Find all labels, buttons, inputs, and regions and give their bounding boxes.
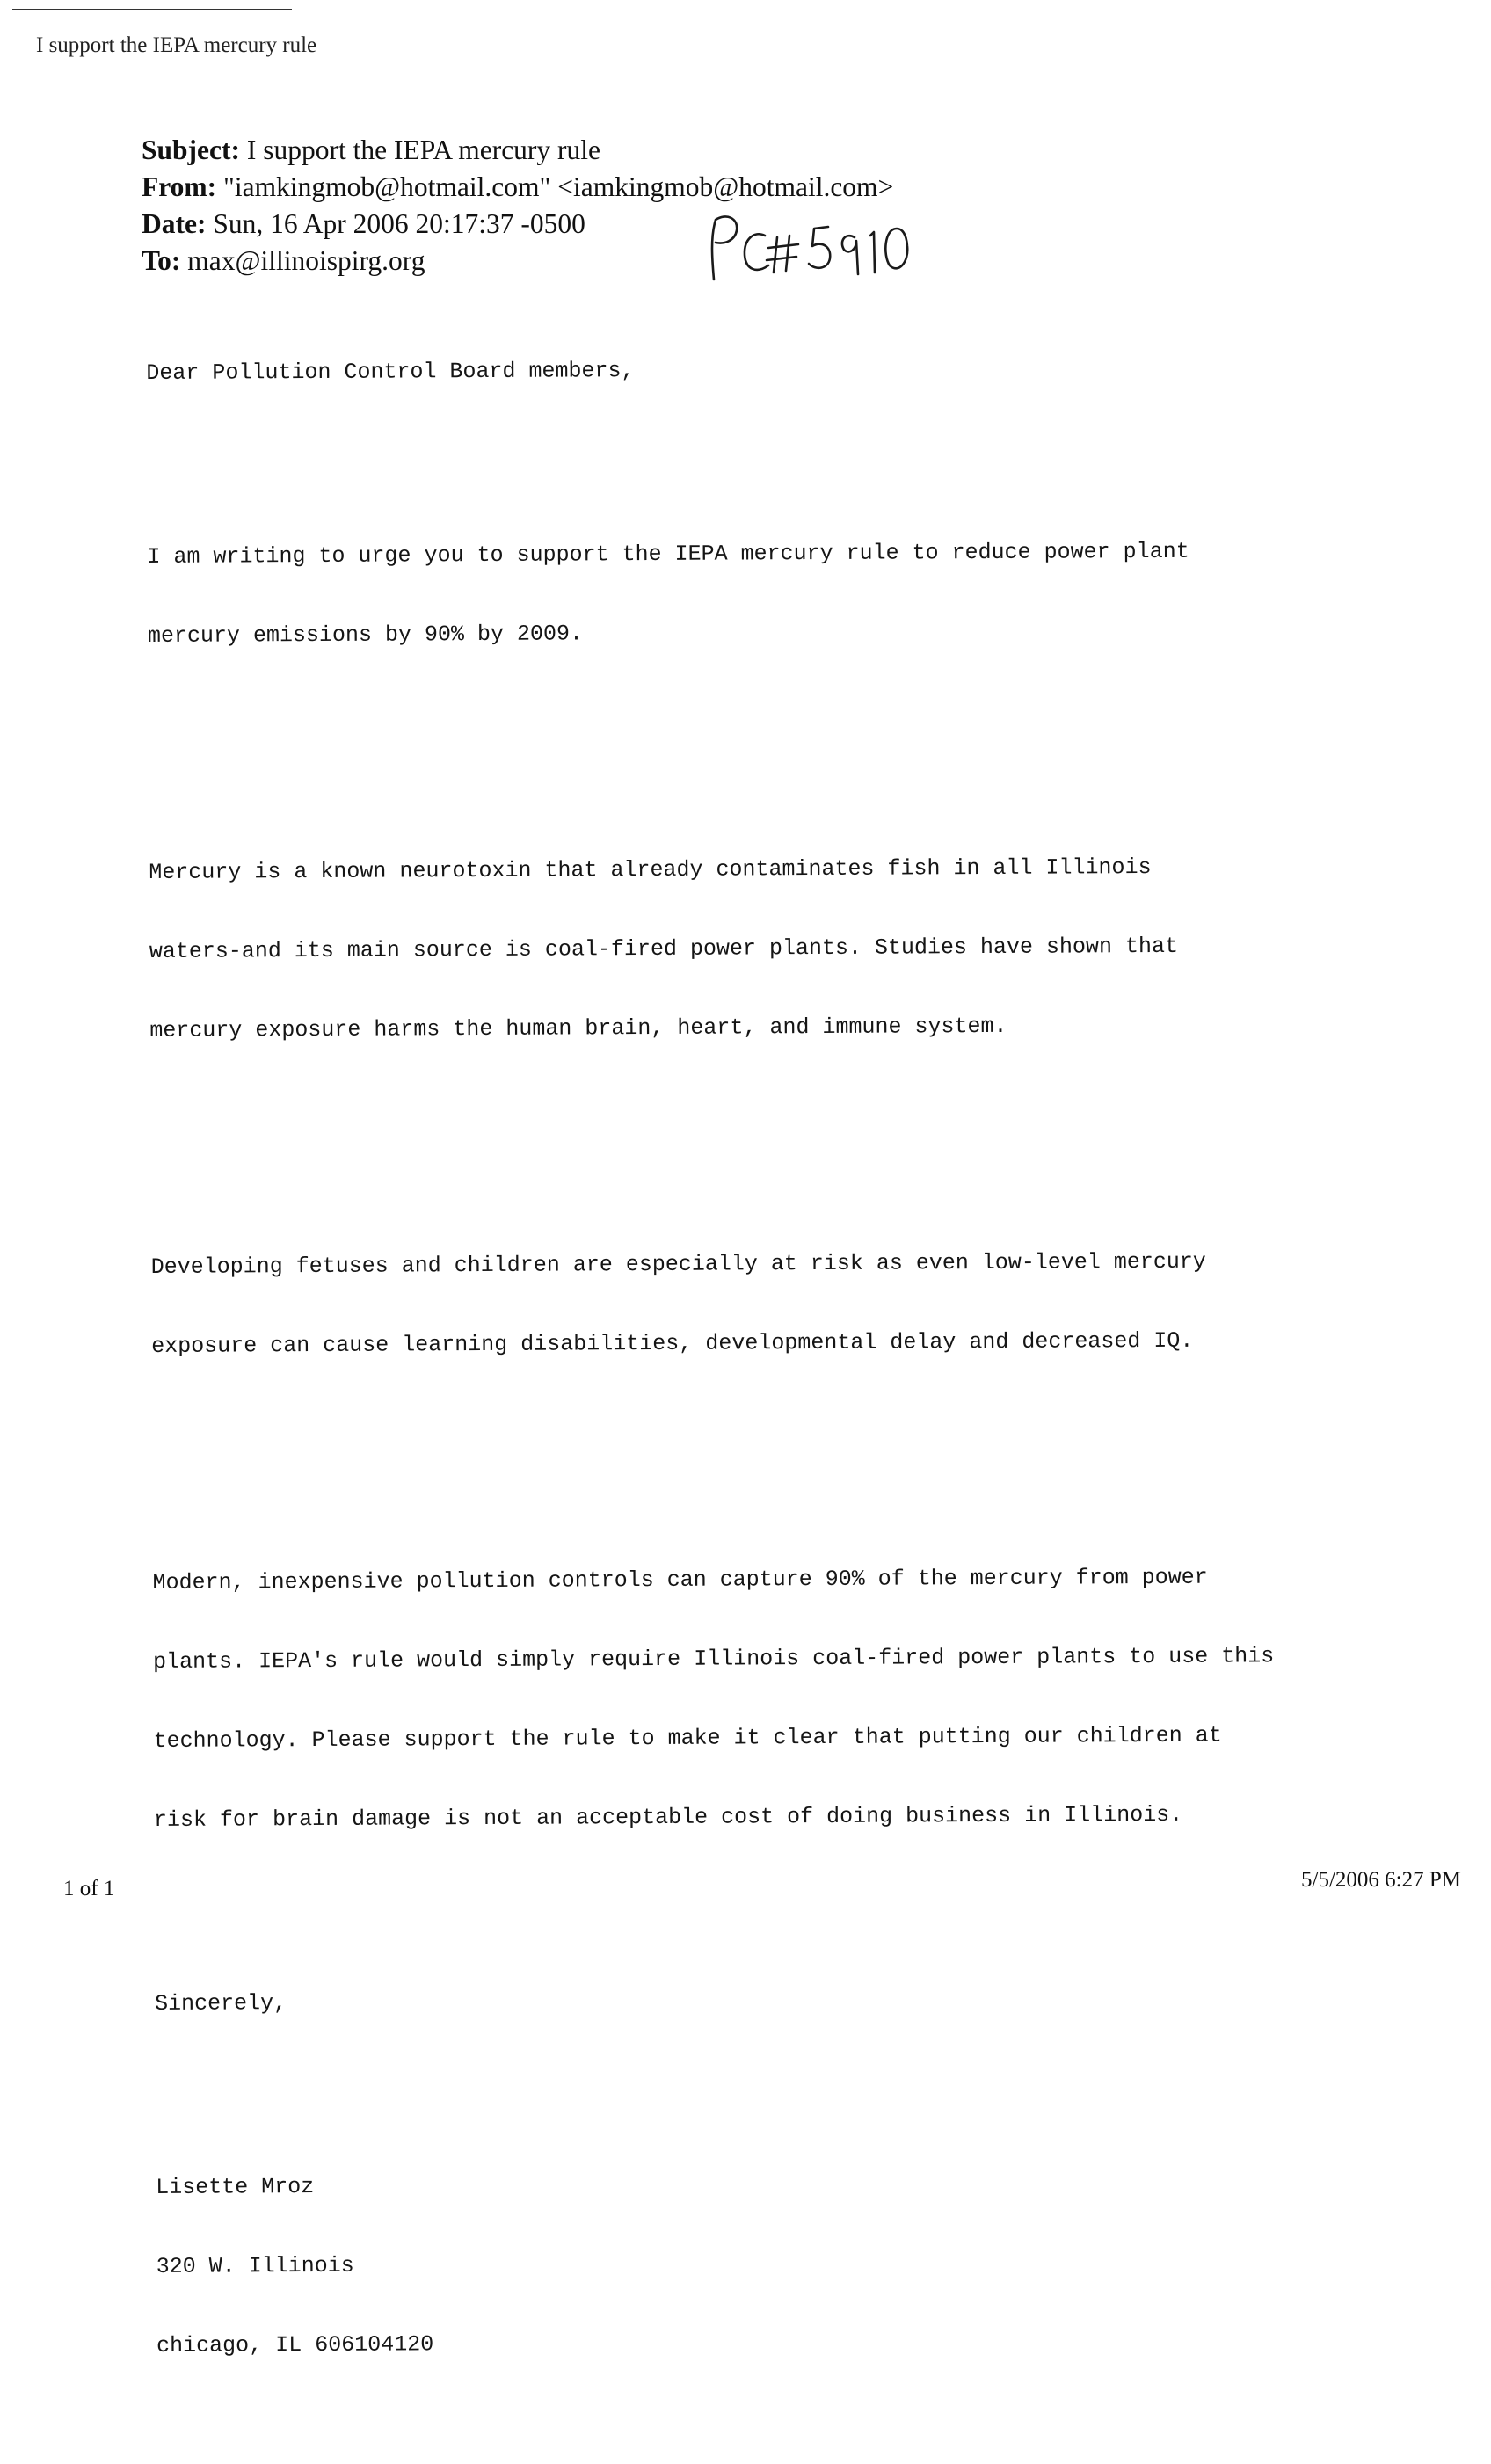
letter-line: I am writing to urge you to support the IEPA mercury rule to reduce power plant — [147, 538, 1189, 570]
subject-label: Subject: — [142, 134, 240, 165]
letter-body — [146, 301, 1441, 2464]
letter-paragraph-1 — [147, 484, 1431, 702]
letter-line: mercury exposure harms the human brain, heart, and immune system. — [149, 1013, 1007, 1043]
print-timestamp: 5/5/2006 6:27 PM — [1301, 1868, 1461, 1892]
letter-signature — [156, 2115, 1441, 2412]
letter-paragraph-2 — [149, 800, 1434, 1097]
letter-line: technology. Please support the rule to make it clear that putting our children at — [153, 1722, 1222, 1754]
letter-line: Mercury is a known neurotoxin that already contaminates fish in all Illinois — [149, 854, 1152, 885]
top-rule-divider — [12, 9, 292, 10]
page-number: 1 of 1 — [63, 1877, 115, 1901]
letter-line: waters-and its main source is coal-fired power plants. Studies have shown that — [149, 933, 1179, 964]
signature-city: chicago, IL 606104120 — [156, 2331, 434, 2359]
signature-name: Lisette Mroz — [156, 2174, 315, 2200]
letter-greeting: Dear Pollution Control Board members, — [146, 358, 635, 386]
to-value: max@illinoispirg.org — [187, 245, 425, 276]
letter-paragraph-4 — [152, 1510, 1437, 1886]
date-label: Date: — [142, 208, 207, 239]
from-value: "iamkingmob@hotmail.com" <iamkingmob@hotmail.com> — [223, 171, 894, 202]
letter-line: Modern, inexpensive pollution controls can capture 90% of the mercury from power — [152, 1564, 1208, 1595]
letter-line: risk for brain damage is not an acceptable cost of doing business in Illinois. — [153, 1801, 1183, 1833]
letter-closing: Sincerely, — [155, 1990, 287, 2017]
letter-line: Developing fetuses and children are especially at risk as even low-level mercury — [150, 1248, 1206, 1280]
from-row — [142, 169, 893, 206]
letter-line: exposure can cause learning disabilities, developmental delay and decreased IQ. — [151, 1327, 1194, 1359]
date-value: Sun, 16 Apr 2006 20:17:37 -0500 — [213, 208, 585, 239]
handwritten-pc-number-stamp — [703, 211, 914, 294]
letter-paragraph-3 — [150, 1195, 1435, 1413]
to-label: To: — [142, 245, 181, 276]
page-header-title: I support the IEPA mercury rule — [36, 33, 317, 57]
letter-line: plants. IEPA's rule would simply require Illinois coal-fired power plants to use this — [152, 1643, 1275, 1675]
from-label: From: — [142, 171, 217, 202]
subject-value: I support the IEPA mercury rule — [246, 134, 601, 165]
signature-street: 320 W. Illinois — [156, 2252, 354, 2279]
subject-row — [142, 132, 893, 169]
letter-line: mercury emissions by 90% by 2009. — [147, 621, 584, 649]
